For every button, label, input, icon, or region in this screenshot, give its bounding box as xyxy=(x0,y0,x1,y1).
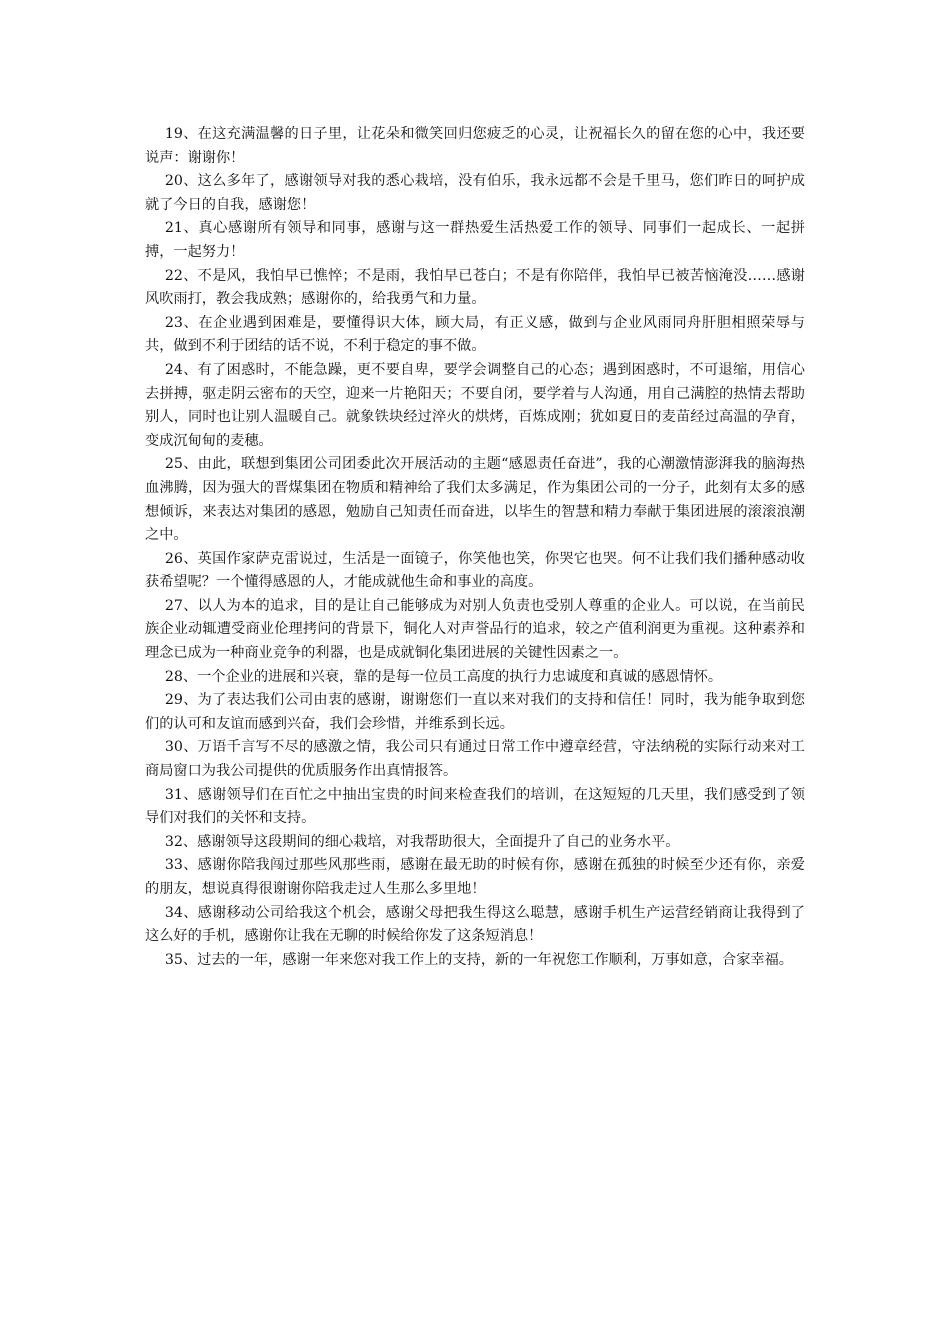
paragraph-35: 35、过去的一年，感谢一年来您对我工作上的支持，新的一年祝您工作顺利，万事如意，合家幸福。 xyxy=(164,951,793,968)
document-body xyxy=(145,123,805,972)
paragraph-28: 28、一个企业的进展和兴衰，靠的是每一位员工高度的执行力忠诚度和真诚的感恩情怀。 xyxy=(164,668,723,685)
paragraph-33: 33、感谢你陪我闯过那些风那些雨，感谢在最无助的时候有你，感谢在孤独的时候至少还有你，亲爱的朋友，想说真得很谢谢你陪我走过人生那么多里地！ xyxy=(145,857,805,897)
paragraph-32: 32、感谢领导这段期间的细心栽培，对我帮助很大，全面提升了自己的业务水平。 xyxy=(164,833,680,850)
paragraph-24: 24、有了困惑时，不能急躁，更不要自卑，要学会调整自己的心态；遇到困惑时，不可退缩，用信心去拼搏，驱走阴云密布的天空，迎来一片艳阳天；不要自闭，要学着与人沟通，用自己满腔的热情去帮助别人，同时也让别人温暖自己。就象铁块经过淬火的烘烤，百炼成刚；犹如夏日的麦苗经过高温的孕育，变成沉甸甸的麦穗。 xyxy=(145,361,805,449)
paragraph-27: 27、以人为本的追求，目的是让自己能够成为对别人负责也受别人尊重的企业人。可以说，在当前民族企业动辄遭受商业伦理拷问的背景下，铜化人对声誉品行的追求，较之产值利润更为重视。这种素养和理念已成为一种商业竞争的利器，也是成就铜化集团进展的关键性因素之一。 xyxy=(145,597,805,662)
paragraph-19: 19、在这充满温馨的日子里，让花朵和微笑回归您疲乏的心灵，让祝福长久的留在您的心中，我还要说声：谢谢你！ xyxy=(145,126,805,166)
paragraph-26: 26、英国作家萨克雷说过，生活是一面镜子，你笑他也笑，你哭它也哭。何不让我们我们播种感动收获希望呢？一个懂得感恩的人，才能成就他生命和事业的高度。 xyxy=(145,550,805,591)
paragraph-25: 25、由此，联想到集团公司团委此次开展活动的主题“感恩责任奋进”，我的心潮激情澎湃我的脑海热血沸腾，因为强大的晋煤集团在物质和精神给了我们太多满足，作为集团公司的一分子，此刻有太多的感想倾诉，来表达对集团的感恩，勉励自己知责任而奋进，以毕生的智慧和精力奉献于集团进展的滚滚浪潮之中。 xyxy=(145,456,805,544)
paragraph-21: 21、真心感谢所有领导和同事，感谢与这一群热爱生活热爱工作的领导、同事们一起成长、一起拼搏，一起努力！ xyxy=(145,220,805,260)
paragraph-31: 31、感谢领导们在百忙之中抽出宝贵的时间来检查我们的培训，在这短短的几天里，我们感受到了领导们对我们的关怀和支持。 xyxy=(145,786,805,827)
paragraph-20: 20、这么多年了，感谢领导对我的悉心栽培，没有伯乐，我永远都不会是千里马，您们昨日的呵护成就了今日的自我，感谢您！ xyxy=(145,173,805,213)
paragraph-29: 29、为了表达我们公司由衷的感谢，谢谢您们一直以来对我们的支持和信任！同时，我为能争取到您们的认可和友谊而感到兴奋，我们会珍惜，并维系到长远。 xyxy=(145,692,805,732)
paragraph-30: 30、万语千言写不尽的感激之情，我公司只有通过日常工作中遵章经营，守法纳税的实际行动来对工商局窗口为我公司提供的优质服务作出真情报答。 xyxy=(145,739,805,780)
paragraph-23: 23、在企业遇到困难是，要懂得识大体，顾大局，有正义感，做到与企业风雨同舟肝胆相照荣辱与共，做到不利于团结的话不说，不利于稳定的事不做。 xyxy=(145,314,805,355)
paragraph-22: 22、不是风，我怕早已憔悴；不是雨，我怕早已苍白；不是有你陪伴，我怕早已被苦恼淹没……感谢风吹雨打，教会我成熟；感谢你的，给我勇气和力量。 xyxy=(145,267,805,308)
paragraph-34: 34、感谢移动公司给我这个机会，感谢父母把我生得这么聪慧，感谢手机生产运营经销商让我得到了这么好的手机，感谢你让我在无聊的时候给你发了这条短消息！ xyxy=(145,904,805,945)
